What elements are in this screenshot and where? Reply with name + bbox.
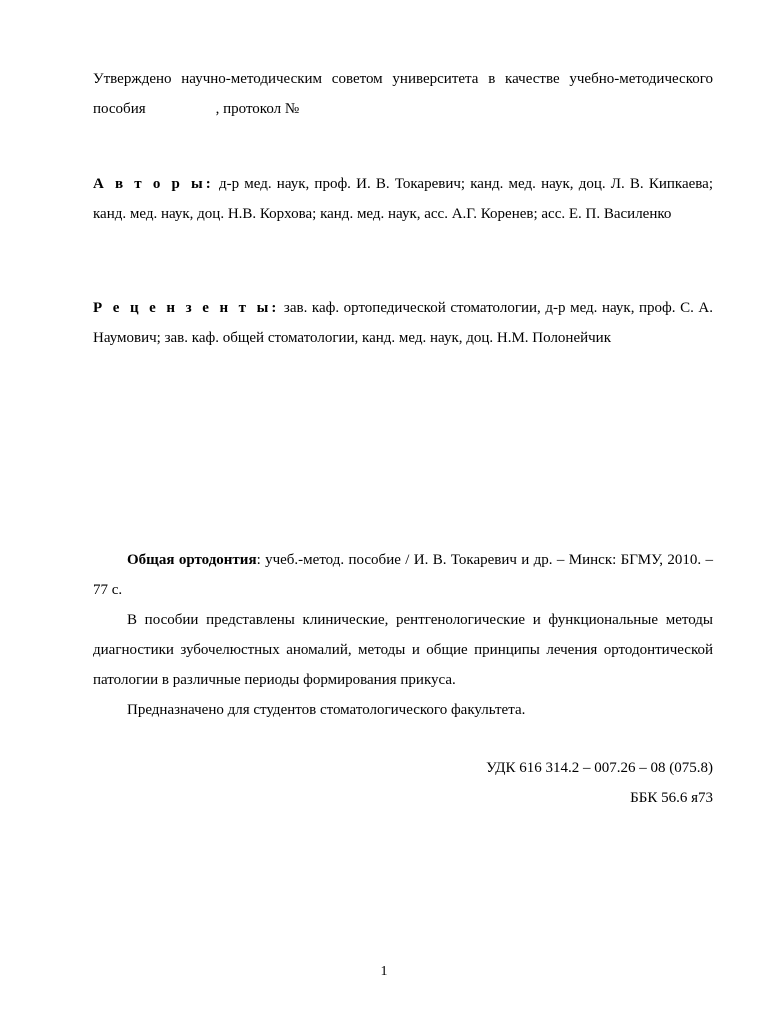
udc-code: УДК 616 314.2 – 007.26 – 08 (075.8) — [486, 760, 713, 776]
authors-text: д-р мед. наук, проф. И. В. Токаревич; канд. мед. наук, доц. Л. В. Кипкаева; канд. мед. наук, доц. Н.В. Корхова; канд. мед. наук, асс. А.Г. Коренев; асс. Е. П. Василенко — [93, 176, 713, 222]
approval-text: Утверждено научно-методическим советом университета в качестве учебно-методического пособия — [93, 71, 713, 117]
citation-title: Общая ортодонтия — [127, 552, 257, 568]
authors-label: А в т о р ы: — [93, 176, 214, 192]
page-number: 1 — [380, 964, 388, 979]
reviewers-label: Р е ц е н з е н т ы: — [93, 300, 280, 316]
authors-block — [93, 169, 713, 229]
protocol-text: , протокол № — [215, 101, 300, 117]
abstract-paragraph: В пособии представлены клинические, рентгенологические и функциональные методы диагностики зубочелюстных аномалий, методы и общие принципы лечения ортодонтической патологии в различные периоды формирования прикуса. — [93, 612, 713, 688]
bbk-code: ББК 56.6 я73 — [630, 790, 713, 806]
document-page — [93, 64, 713, 813]
citation-text: : учеб.-метод. пособие / И. В. Токаревич и др. – Минск: БГМУ, 2010. – 77 с. — [93, 552, 713, 598]
citation-block — [93, 545, 713, 605]
approval-statement — [93, 64, 713, 124]
purpose-paragraph: Предназначено для студентов стоматологического факультета. — [127, 702, 526, 718]
reviewers-text: зав. каф. ортопедической стоматологии, д-р мед. наук, проф. С. А. Наумович; зав. каф. общей стоматологии, канд. мед. наук, доц. Н.М. Полонейчик — [93, 300, 713, 346]
reviewers-block — [93, 293, 713, 353]
